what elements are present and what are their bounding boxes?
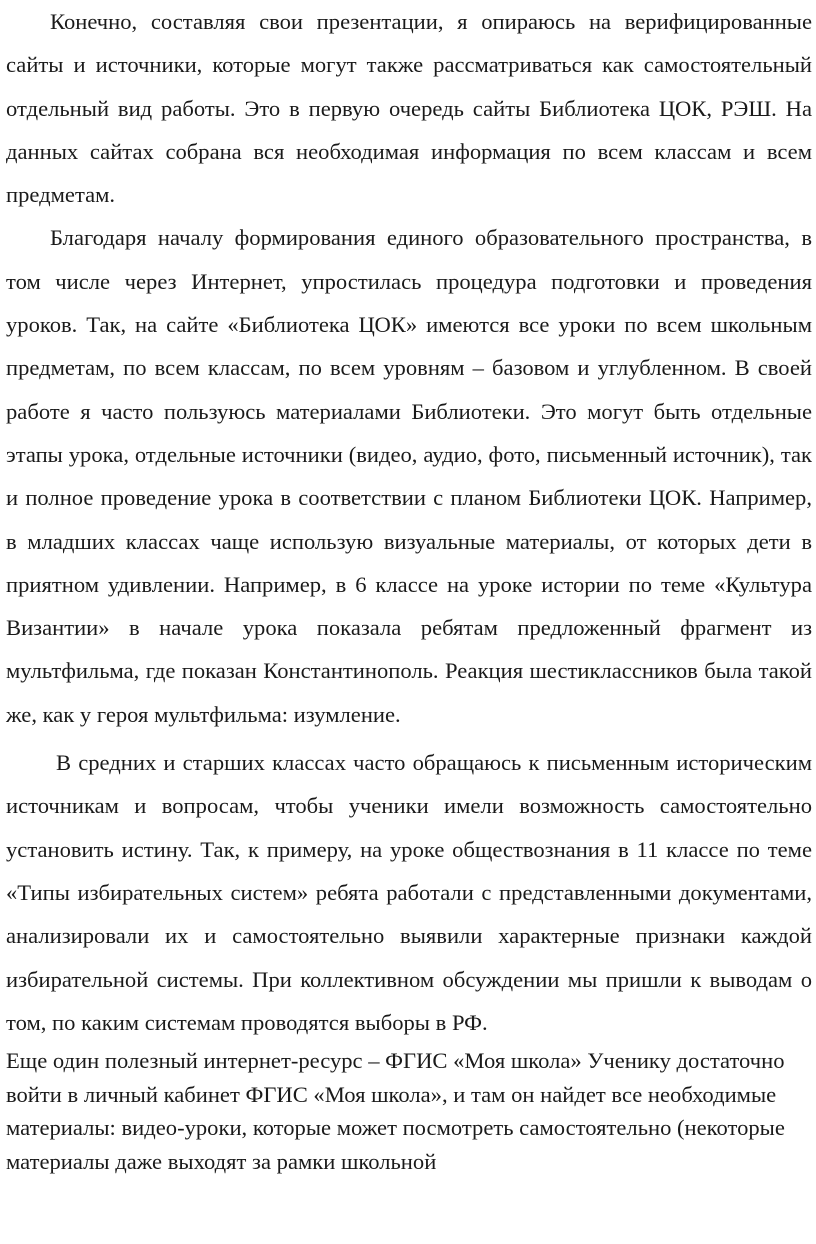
paragraph-1: Конечно, составляя свои презентации, я опираюсь на верифицированные сайты и источники, которые могут также рассматриваться как самостоятельный отдельный вид работы. Это в первую очередь сайты Библиотека ЦОК, РЭШ. На данных сайтах собрана вся необходимая информация по всем классам и всем предметам.: [6, 9, 812, 208]
paragraph-2: Благодаря началу формирования единого образовательного пространства, в том числе через Интернет, упростилась процедура подготовки и проведения уроков. Так, на сайте «Библиотека ЦОК» имеются все уроки по всем школьным предметам, по всем классам, по всем уровням – базовом и углубленном. В своей работе я часто пользуюсь материалами Библиотеки. Это могут быть отдельные этапы урока, отдельные источники (видео, аудио, фото, письменный источник), так и полное проведение урока в соответствии с планом Библиотеки ЦОК. Например, в младших классах чаще использую визуальные материалы, от которых дети в приятном удивлении. Например, в 6 классе на уроке истории по теме «Культура Византии» в начале урока показала ребятам предложенный фрагмент из мультфильма, где показан Константинополь. Реакция шестиклассников была такой же, как у героя мультфильма: изумление.: [6, 225, 812, 727]
paragraph-4: Еще один полезный интернет-ресурс – ФГИС «Моя школа» Ученику достаточно войти в личный кабинет ФГИС «Моя школа», и там он найдет все необходимые материалы: видео-уроки, которые может посмотреть самостоятельно (некоторые материалы даже выходят за рамки школьной: [6, 1048, 785, 1174]
document-page: [6, 0, 812, 1178]
paragraph-3: В средних и старших классах часто обращаюсь к письменным историческим источникам и вопросам, чтобы ученики имели возможность самостоятельно установить истину. Так, к примеру, на уроке обществознания в 11 классе по теме «Типы избирательных систем» ребята работали с представленными документами, анализировали их и самостоятельно выявили характерные признаки каждой избирательной системы. При коллективном обсуждении мы пришли к выводам о том, по каким системам проводятся выборы в РФ.: [6, 750, 812, 1035]
